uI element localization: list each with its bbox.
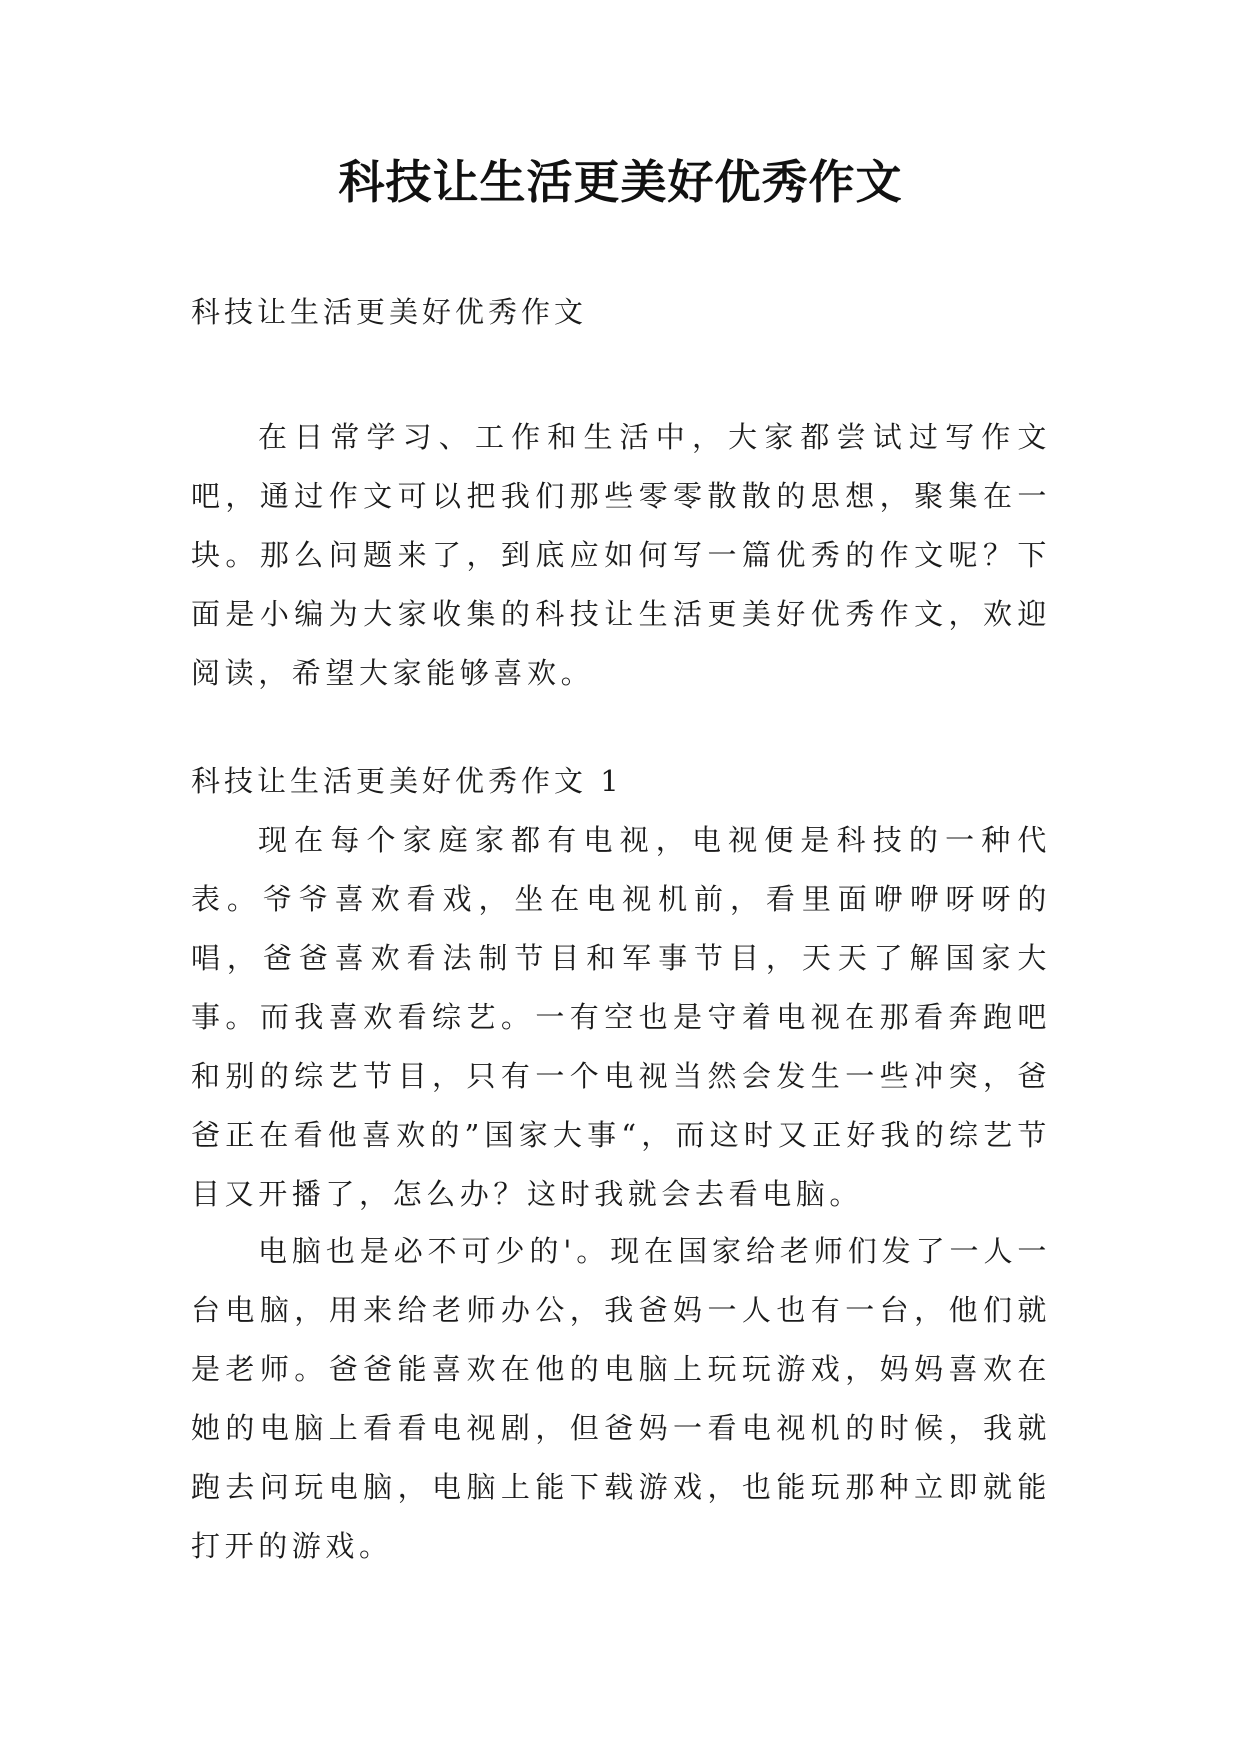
document-title: 科技让生活更美好优秀作文 (338, 155, 903, 209)
document-subtitle: 科技让生活更美好优秀作文 (191, 295, 588, 329)
intro-paragraph: 在日常学习、工作和生活中，大家都尝试过写作文吧，通过作文可以把我们那些零零散散的思想，聚集在一块。那么问题来了，到底应如何写一篇优秀的作文呢？下面是小编为大家收集的科技让生活更美好优秀作文，欢迎阅读，希望大家能够喜欢。 (191, 420, 1051, 690)
essay-heading: 科技让生活更美好优秀作文 1 (191, 764, 623, 798)
body-paragraph: 现在每个家庭家都有电视，电视便是科技的一种代表。爷爷喜欢看戏，坐在电视机前，看里面咿咿呀呀的唱，爸爸喜欢看法制节目和军事节目，天天了解国家大事。而我喜欢看综艺。一有空也是守着电视在那看奔跑吧和别的综艺节目，只有一个电视当然会发生一些冲突，爸爸正在看他喜欢的”国家大事“，而这时又正好我的综艺节目又开播了，怎么办？这时我就会去看电脑。 (191, 823, 1051, 1211)
body-paragraph: 电脑也是必不可少的'。现在国家给老师们发了一人一台电脑，用来给老师办公，我爸妈一人也有一台，他们就是老师。爸爸能喜欢在他的电脑上玩玩游戏，妈妈喜欢在她的电脑上看看电视剧，但爸妈一看电视机的时候，我就跑去问玩电脑，电脑上能下载游戏，也能玩那种立即就能打开的游戏。 (191, 1234, 1051, 1563)
